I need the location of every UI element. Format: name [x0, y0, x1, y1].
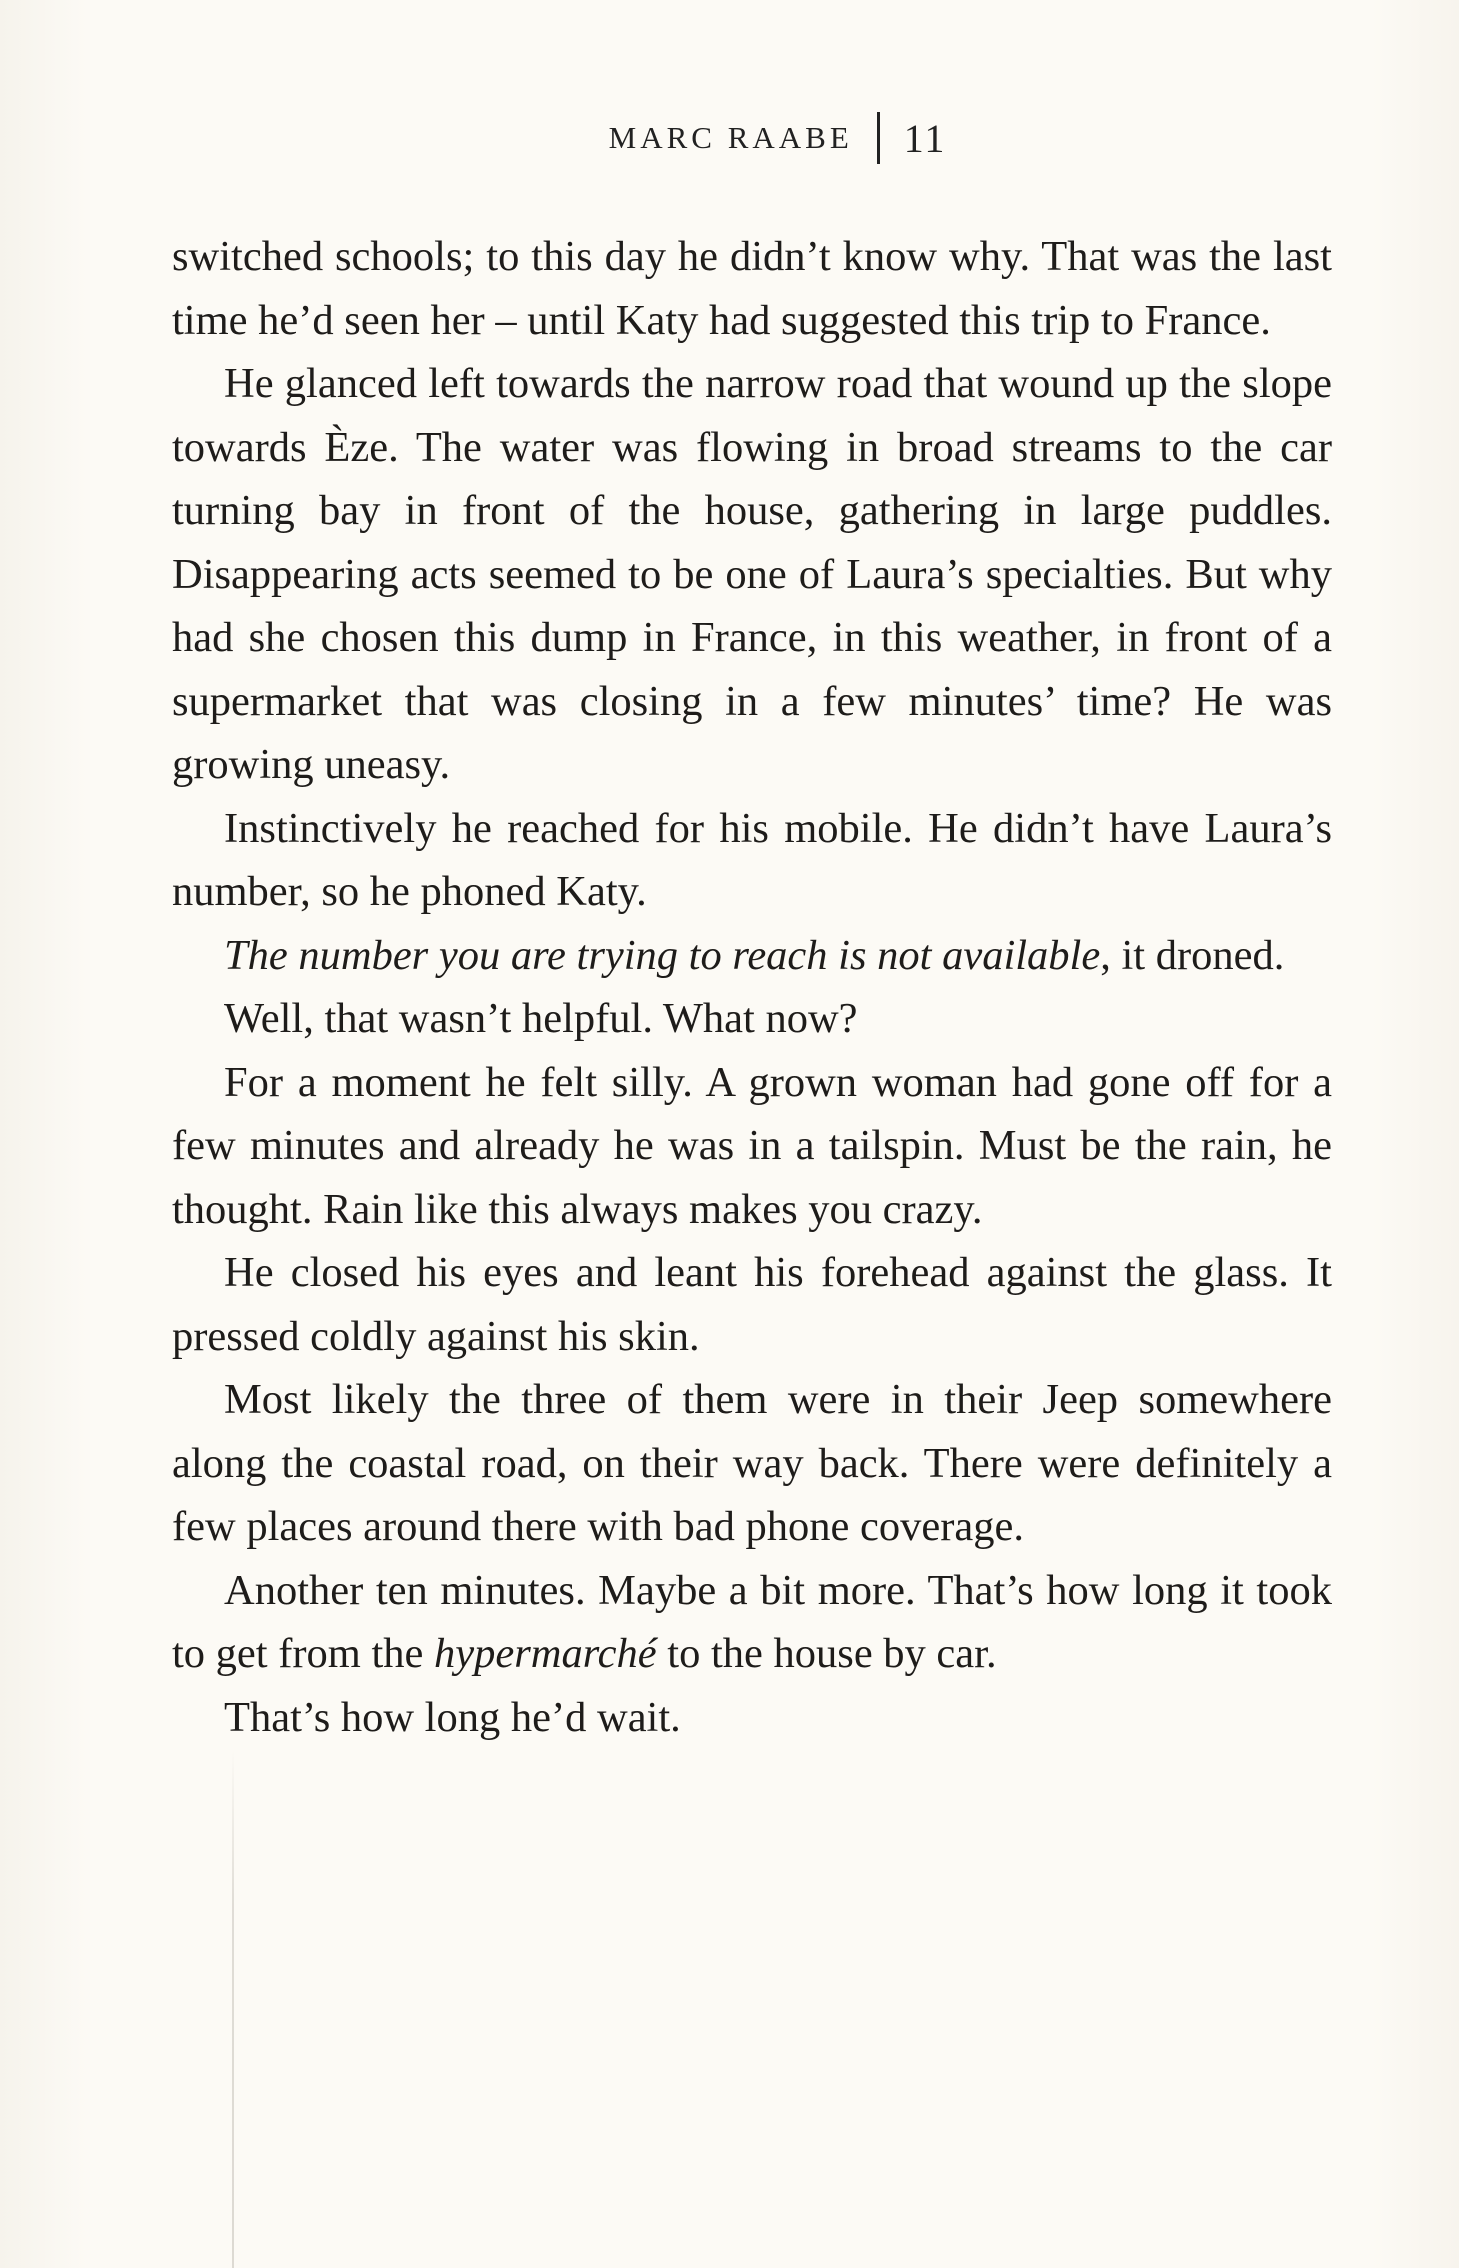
paragraph — [172, 797, 1332, 924]
paragraph — [172, 1686, 1332, 1750]
paragraph — [172, 352, 1332, 797]
paragraph-text: He glanced left towards the narrow road that wound up the slope towards Èze. The water was flowing in broad streams to the car turning bay in front of the house, gathering in large puddles. Disappearing acts seemed to be one of Laura’s specialties. But why had she chosen this dump in France, in this weather, in front of a supermarket that was closing in a few minutes’ time? He was growing uneasy. — [172, 360, 1332, 788]
paragraph-text: For a moment he felt silly. A grown woman had gone off for a few minutes and already he was in a tailspin. Must be the rain, he thought. Rain like this always makes you crazy. — [172, 1058, 1332, 1233]
paragraph-text: Most likely the three of them were in their Jeep somewhere along the coastal road, on their way back. There were definitely a few places around there with bad phone coverage. — [172, 1376, 1332, 1550]
paragraph — [172, 924, 1332, 988]
paragraph — [172, 1051, 1332, 1242]
header-separator — [877, 112, 880, 164]
paragraph-text: Well, that wasn’t helpful. What now? — [224, 995, 858, 1042]
paragraph-text: Instinctively he reached for his mobile. He didn’t have Laura’s number, so he phoned Katy. — [172, 804, 1332, 915]
paragraph — [172, 225, 1332, 352]
paragraph-italic-text: hypermarché — [434, 1630, 657, 1677]
paragraph-text: That’s how long he’d wait. — [224, 1693, 681, 1741]
paragraph — [172, 1241, 1332, 1368]
paragraph — [172, 1368, 1332, 1559]
paragraph-text: , it droned. — [1100, 931, 1285, 979]
paragraph-text: switched schools; to this day he didn’t know why. That was the last time he’d seen her – until Katy had suggested this trip to France. — [172, 233, 1332, 344]
paragraph-text: Another ten minutes. Maybe a bit more. That’s how long it took to get from the — [172, 1566, 1332, 1677]
scan-gutter-shadow — [232, 1750, 234, 2268]
paragraph — [172, 987, 1332, 1051]
header-author: MARC RAABE — [608, 120, 853, 155]
paragraph-text: to the house by car. — [656, 1630, 997, 1677]
paragraph-text: He closed his eyes and leant his forehead against the glass. It pressed coldly against his skin. — [172, 1249, 1332, 1360]
running-header — [0, 112, 1459, 172]
page-number: 11 — [903, 115, 947, 161]
paragraph — [172, 1559, 1332, 1686]
paragraph-italic-text: The number you are trying to reach is not available — [224, 931, 1101, 979]
running-header-inner — [609, 112, 947, 164]
body-text — [172, 225, 1332, 1749]
